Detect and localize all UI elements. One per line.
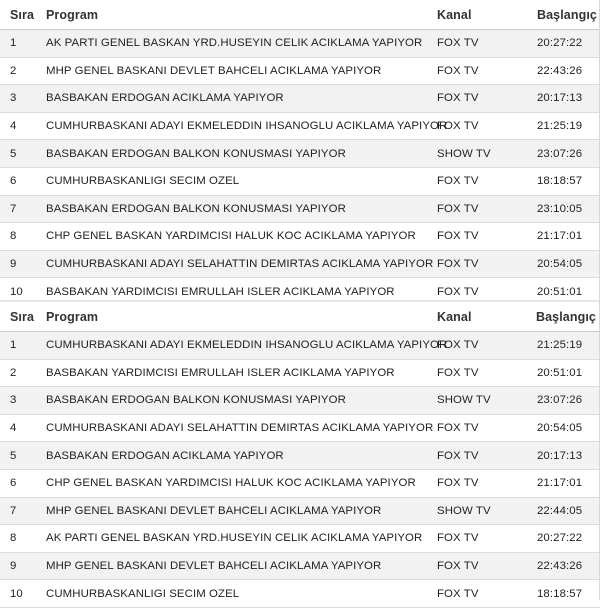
row-number: 6 xyxy=(10,175,17,188)
row-baslangic: 21:25:19 xyxy=(537,339,583,352)
row-program: BASBAKAN YARDIMCISI EMRULLAH ISLER ACIKLAMA YAPIYOR xyxy=(46,366,395,379)
table-row xyxy=(0,168,600,196)
row-kanal: FOX TV xyxy=(437,202,479,215)
table-row xyxy=(0,113,600,141)
row-baslangic: 22:43:26 xyxy=(537,560,583,573)
header-sira: Sıra xyxy=(10,7,35,22)
row-baslangic: 20:54:05 xyxy=(537,258,583,271)
row-program: BASBAKAN ERDOGAN ACIKLAMA YAPIYOR xyxy=(46,92,284,105)
row-program: MHP GENEL BASKANI DEVLET BAHCELI ACIKLAMA YAPIYOR xyxy=(46,504,382,517)
schedule-table-2 xyxy=(0,302,600,608)
row-number: 2 xyxy=(10,366,17,379)
row-kanal: FOX TV xyxy=(437,92,479,105)
header-baslangic: Başlangıç xyxy=(537,7,597,22)
row-number: 7 xyxy=(10,202,17,215)
row-number: 4 xyxy=(10,422,17,435)
row-kanal: FOX TV xyxy=(437,285,479,298)
table-row xyxy=(0,196,600,224)
row-program: AK PARTI GENEL BASKAN YRD.HUSEYIN CELIK ACIKLAMA YAPIYOR xyxy=(46,37,423,50)
table-row xyxy=(0,223,600,251)
header-program: Program xyxy=(46,309,99,324)
table-row xyxy=(0,85,600,113)
row-kanal: FOX TV xyxy=(437,258,479,271)
row-number: 3 xyxy=(10,394,17,407)
row-baslangic: 20:51:01 xyxy=(537,285,583,298)
row-program: CUMHURBASKANI ADAYI SELAHATTIN DEMIRTAS ACIKLAMA YAPIYOR xyxy=(46,258,434,271)
row-baslangic: 18:18:57 xyxy=(537,175,583,188)
row-baslangic: 20:27:22 xyxy=(537,37,583,50)
row-kanal: FOX TV xyxy=(437,120,479,133)
row-baslangic: 22:43:26 xyxy=(537,64,583,77)
table-row xyxy=(0,415,600,443)
row-baslangic: 21:17:01 xyxy=(537,230,583,243)
row-number: 1 xyxy=(10,339,17,352)
row-kanal: SHOW TV xyxy=(437,147,491,160)
row-program: CHP GENEL BASKAN YARDIMCISI HALUK KOC ACIKLAMA YAPIYOR xyxy=(46,477,416,490)
row-baslangic: 21:25:19 xyxy=(537,120,583,133)
row-baslangic: 20:17:13 xyxy=(537,449,583,462)
row-kanal: FOX TV xyxy=(437,532,479,545)
header-kanal: Kanal xyxy=(437,309,472,324)
table-header xyxy=(0,0,600,30)
row-baslangic: 23:07:26 xyxy=(537,147,583,160)
row-kanal: FOX TV xyxy=(437,37,479,50)
row-number: 7 xyxy=(10,504,17,517)
table-row xyxy=(0,360,600,388)
row-kanal: FOX TV xyxy=(437,339,479,352)
row-baslangic: 21:17:01 xyxy=(537,477,583,490)
row-program: CUMHURBASKANLIGI SECIM OZEL xyxy=(46,175,240,188)
row-kanal: FOX TV xyxy=(437,175,479,188)
row-program: BASBAKAN ERDOGAN ACIKLAMA YAPIYOR xyxy=(46,449,284,462)
table-row xyxy=(0,580,600,608)
table-row xyxy=(0,553,600,581)
row-kanal: FOX TV xyxy=(437,422,479,435)
row-program: CUMHURBASKANI ADAYI EKMELEDDIN IHSANOGLU ACIKLAMA YAPIYOR xyxy=(46,120,448,133)
row-number: 1 xyxy=(10,37,17,50)
table-row xyxy=(0,470,600,498)
row-number: 9 xyxy=(10,560,17,573)
table-row xyxy=(0,332,600,360)
row-baslangic: 23:10:05 xyxy=(537,202,583,215)
row-kanal: FOX TV xyxy=(437,366,479,379)
row-kanal: FOX TV xyxy=(437,560,479,573)
row-program: CUMHURBASKANLIGI SECIM OZEL xyxy=(46,587,240,600)
row-kanal: FOX TV xyxy=(437,64,479,77)
row-kanal: FOX TV xyxy=(437,587,479,600)
table-row xyxy=(0,58,600,86)
row-program: MHP GENEL BASKANI DEVLET BAHCELI ACIKLAMA YAPIYOR xyxy=(46,64,382,77)
header-kanal: Kanal xyxy=(437,7,472,22)
row-baslangic: 18:18:57 xyxy=(537,587,583,600)
row-kanal: SHOW TV xyxy=(437,394,491,407)
row-program: AK PARTI GENEL BASKAN YRD.HUSEYIN CELIK ACIKLAMA YAPIYOR xyxy=(46,532,423,545)
row-number: 2 xyxy=(10,64,17,77)
row-program: BASBAKAN ERDOGAN BALKON KONUSMASI YAPIYOR xyxy=(46,147,346,160)
row-kanal: FOX TV xyxy=(437,477,479,490)
row-number: 5 xyxy=(10,449,17,462)
table-row xyxy=(0,30,600,58)
row-program: MHP GENEL BASKANI DEVLET BAHCELI ACIKLAMA YAPIYOR xyxy=(46,560,382,573)
table-row xyxy=(0,251,600,279)
table-row xyxy=(0,387,600,415)
header-program: Program xyxy=(46,7,99,22)
row-number: 3 xyxy=(10,92,17,105)
header-sira: Sıra xyxy=(10,309,35,324)
table-row xyxy=(0,140,600,168)
row-kanal: FOX TV xyxy=(437,230,479,243)
row-number: 8 xyxy=(10,532,17,545)
row-kanal: FOX TV xyxy=(437,449,479,462)
row-baslangic: 22:44:05 xyxy=(537,504,583,517)
row-program: CHP GENEL BASKAN YARDIMCISI HALUK KOC ACIKLAMA YAPIYOR xyxy=(46,230,416,243)
row-program: CUMHURBASKANI ADAYI SELAHATTIN DEMIRTAS ACIKLAMA YAPIYOR xyxy=(46,422,434,435)
row-number: 6 xyxy=(10,477,17,490)
row-number: 9 xyxy=(10,258,17,271)
row-number: 8 xyxy=(10,230,17,243)
row-program: BASBAKAN ERDOGAN BALKON KONUSMASI YAPIYOR xyxy=(46,394,346,407)
row-baslangic: 20:27:22 xyxy=(537,532,583,545)
row-number: 10 xyxy=(10,587,23,600)
row-program: BASBAKAN YARDIMCISI EMRULLAH ISLER ACIKLAMA YAPIYOR xyxy=(46,285,395,298)
table-row xyxy=(0,498,600,526)
row-number: 4 xyxy=(10,120,17,133)
row-program: BASBAKAN ERDOGAN BALKON KONUSMASI YAPIYOR xyxy=(46,202,346,215)
row-program: CUMHURBASKANI ADAYI EKMELEDDIN IHSANOGLU ACIKLAMA YAPIYOR xyxy=(46,339,448,352)
row-baslangic: 20:51:01 xyxy=(537,366,583,379)
row-number: 5 xyxy=(10,147,17,160)
row-kanal: SHOW TV xyxy=(437,504,491,517)
table-row xyxy=(0,442,600,470)
row-number: 10 xyxy=(10,285,23,298)
row-baslangic: 23:07:26 xyxy=(537,394,583,407)
row-baslangic: 20:54:05 xyxy=(537,422,583,435)
table-header xyxy=(0,302,600,332)
row-baslangic: 20:17:13 xyxy=(537,92,583,105)
header-baslangic: Başlangıç xyxy=(536,309,596,324)
table-row xyxy=(0,525,600,553)
